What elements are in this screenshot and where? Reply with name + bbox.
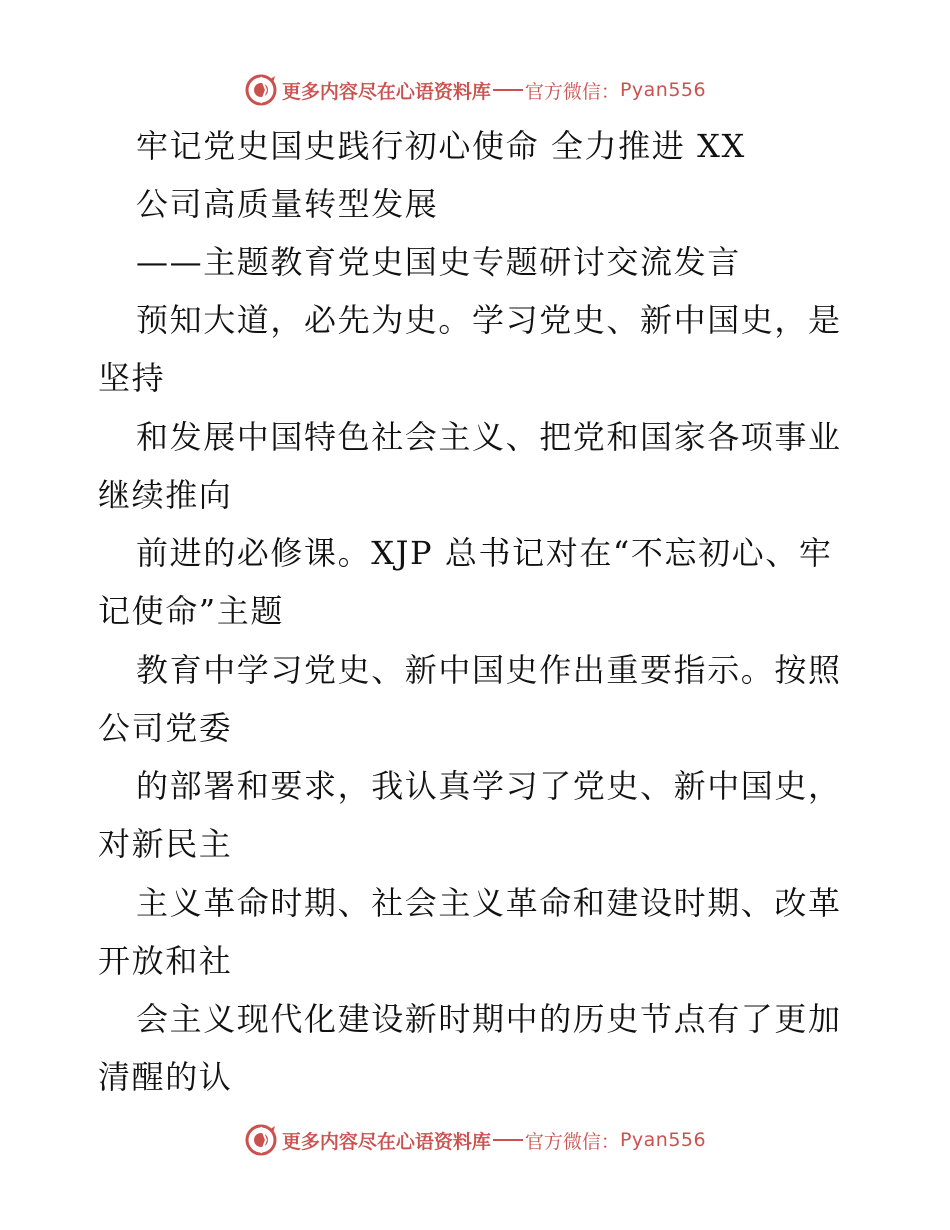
footer-watermark bbox=[0, 1120, 950, 1160]
paragraph-line: 预知大道，必先为史。学习党史、新中国史，是 bbox=[136, 301, 842, 339]
watermark-main-text: 更多内容尽在心语资料库 bbox=[281, 1130, 491, 1153]
paragraph-line: 公司党委 bbox=[98, 709, 233, 747]
paragraph-line: 主义革命时期、社会主义革命和建设时期、改革 bbox=[136, 884, 842, 922]
watermark-wechat-id: Pyan556 bbox=[619, 1129, 707, 1151]
paragraph-line: 清醒的认 bbox=[98, 1058, 233, 1096]
paragraph-line: 的部署和要求，我认真学习了党史、新中国史， bbox=[136, 767, 842, 805]
title-line-1: 牢记党史国史践行初心使命 全力推进 XX bbox=[136, 127, 746, 165]
brand-logo-icon bbox=[244, 1123, 278, 1157]
watermark-main-text: 更多内容尽在心语资料库 bbox=[281, 80, 491, 103]
paragraph-line: 教育中学习党史、新中国史作出重要指示。按照 bbox=[136, 651, 842, 689]
watermark-wechat-id: Pyan556 bbox=[619, 79, 707, 101]
paragraph-line: 坚持 bbox=[98, 359, 166, 397]
paragraph-line: 对新民主 bbox=[98, 825, 233, 863]
brand-logo-icon bbox=[244, 73, 278, 107]
title-line-2: 公司高质量转型发展 bbox=[136, 185, 439, 223]
paragraph-line: 前进的必修课。XJP 总书记对在“不忘初心、牢 bbox=[136, 534, 833, 572]
watermark-separator bbox=[493, 1139, 523, 1141]
watermark-separator bbox=[493, 89, 523, 91]
paragraph-line: 和发展中国特色社会主义、把党和国家各项事业 bbox=[136, 418, 842, 456]
paragraph-line: 会主义现代化建设新时期中的历史节点有了更加 bbox=[136, 1000, 842, 1038]
watermark-wechat-label: 官方微信： bbox=[524, 80, 620, 103]
paragraph-line: 继续推向 bbox=[98, 476, 233, 514]
paragraph-line: 开放和社 bbox=[98, 942, 233, 980]
subtitle-line: ——主题教育党史国史专题研讨交流发言 bbox=[136, 243, 741, 281]
paragraph-line: 记使命”主题 bbox=[98, 592, 284, 630]
header-watermark bbox=[0, 70, 950, 110]
watermark-wechat-label: 官方微信： bbox=[524, 1130, 620, 1153]
